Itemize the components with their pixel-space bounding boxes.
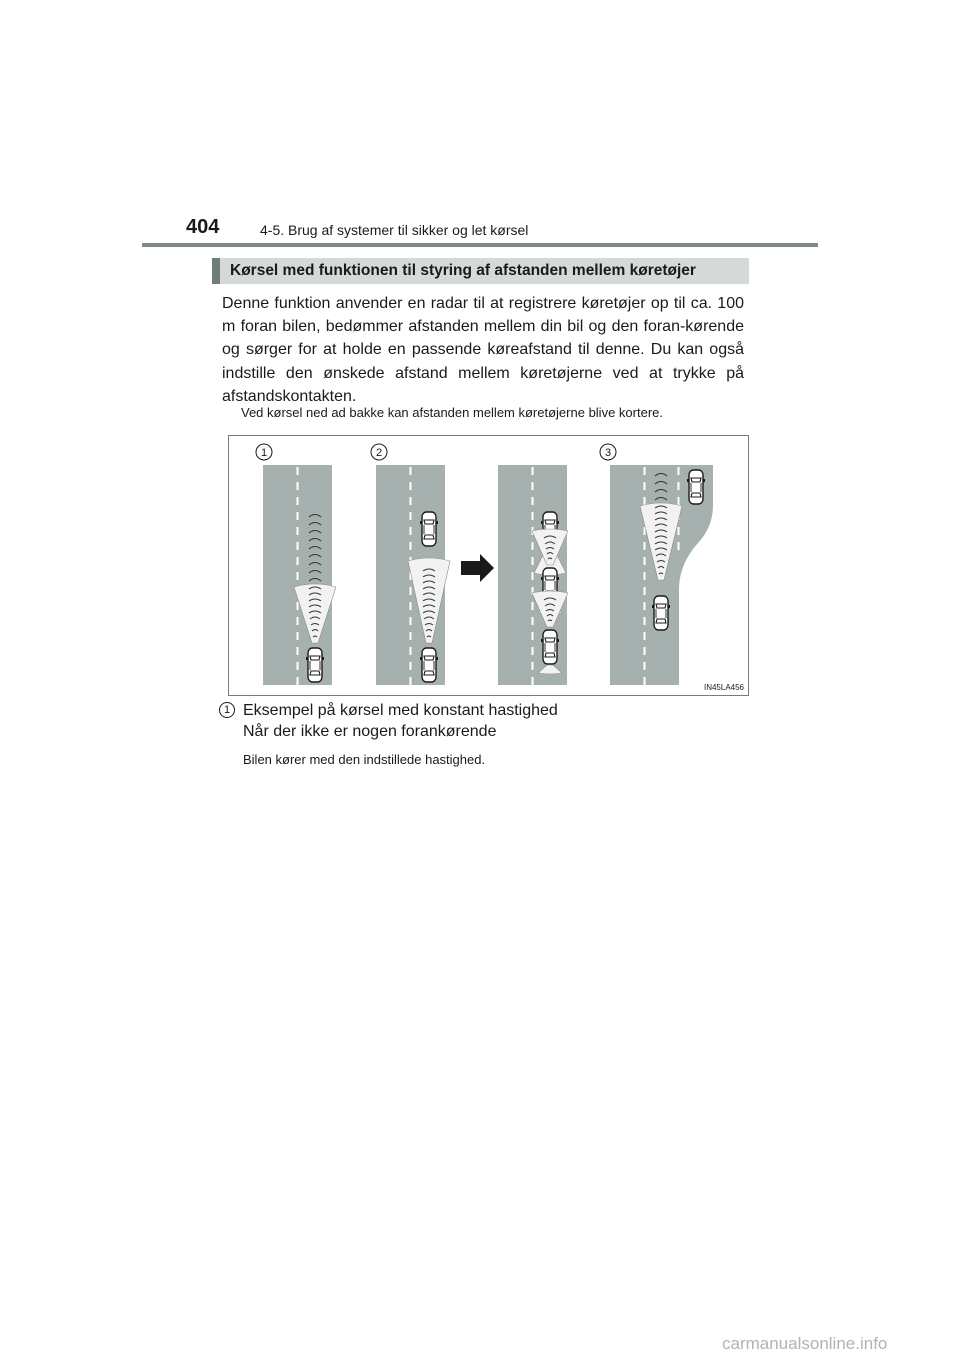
callout-1-label: 1 [260,447,268,459]
page-number: 404 [186,216,220,238]
section-title: Kørsel med funktionen til styring af afstanden mellem køretøjer [212,258,749,284]
illustration-drawing [228,435,749,696]
callout-2-label: 2 [375,447,383,459]
section-note: Ved kørsel ned ad bakke kan afstanden mellem køretøjerne blive kortere. [241,405,663,420]
item-title: Eksempel på kørsel med konstant hastighed [243,702,558,719]
scenario-2b-road [498,465,568,685]
item-number-badge: 1 [219,702,235,718]
section-body: Denne funktion anvender en radar til at registrere køretøjer op til ca. 100 m foran bilen, bedømmer afstanden mellem din bil og den foran-kørende og sørger for at holde en passende køreafstand til denne. Du kan også indstille den ønskede afstand mellem køretøjerne ved at trykke på afstandskontakten. [222,295,744,405]
acc-illustration [228,435,749,696]
item-subtitle: Når der ikke er nogen forankørende [243,723,497,740]
callout-1 [256,444,272,460]
header-rule [142,243,818,247]
callout-3-label: 3 [604,447,612,459]
callout-3 [600,444,616,460]
scenario-1-road [263,465,336,685]
item-description: Bilen kører med den indstillede hastighed. [243,752,486,767]
watermark: carmanualsonline.info [722,1334,888,1353]
scenario-2-road [376,465,450,685]
figure-code: IN45LA456 [703,683,744,692]
callout-2 [371,444,387,460]
running-head: 4-5. Brug af systemer til sikker og let kørsel [260,222,529,238]
